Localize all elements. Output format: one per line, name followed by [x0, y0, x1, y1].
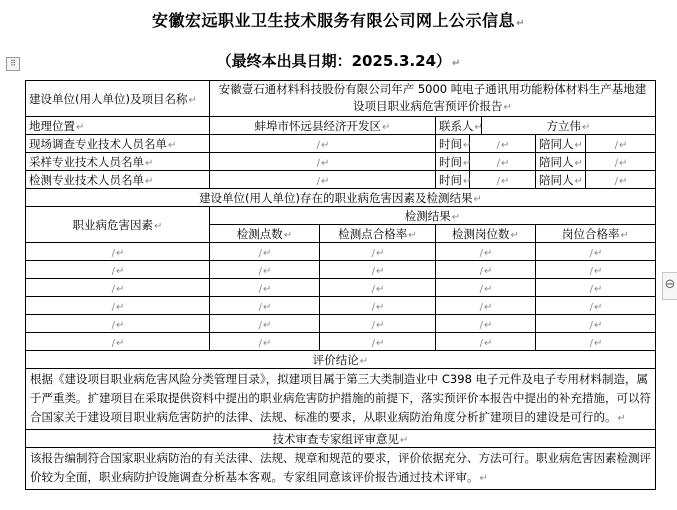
review-row [26, 448, 656, 490]
hazard-cell: /↵ [320, 279, 436, 297]
col-header: 检测点数↵ [210, 225, 320, 243]
staff-label: 采样专业技术人员名单↵ [26, 153, 210, 171]
hazard-cell: /↵ [536, 279, 656, 297]
staff-label: 检测专业技术人员名单↵ [26, 171, 210, 189]
conclusion-row [26, 369, 656, 430]
hazard-cell: /↵ [436, 315, 536, 333]
hazard-cell: /↵ [210, 315, 320, 333]
escort-label: 陪同人↵ [536, 135, 586, 153]
review-header [26, 430, 656, 448]
escort-value: /↵ [586, 171, 656, 189]
conclusion-header [26, 351, 656, 369]
hazard-cell: /↵ [536, 261, 656, 279]
collapse-side-button[interactable]: ⊖ [662, 272, 677, 300]
time-label: 时间↵ [436, 171, 470, 189]
hazard-cell: /↵ [210, 261, 320, 279]
issue-date: （最终本出具日期：2025.3.24）↵ [216, 52, 461, 70]
hazard-cell: /↵ [436, 279, 536, 297]
col-header: 岗位合格率↵ [536, 225, 656, 243]
staff-row-survey [26, 135, 656, 153]
col-header: 检测岗位数↵ [436, 225, 536, 243]
hazard-cell: /↵ [26, 243, 210, 261]
conclusion-text: 根据《建设项目职业病危害风险分类管理目录》，拟建项目属于第三大类制造业中 C398 电子元件及电子专用材料制造，属于严重类。扩建项目在采取提供资料中提出的职业病危害防护措施的前提下，落实预评价本报告中提出的补充措施，可以符合国家关于建设项目职业病危害防护的法律、法规、标准的要求，从职业病防治角度分析扩建项目的建设是可行的。↵ [26, 369, 656, 430]
staff-names: /↵ [210, 153, 436, 171]
hazard-cell: /↵ [320, 315, 436, 333]
disclosure-table [25, 80, 656, 490]
hazard-head-row-1 [26, 207, 656, 225]
location-value: 蚌埠市怀远县经济开发区↵ [210, 117, 436, 135]
hazard-section-header [26, 189, 656, 207]
staff-row-sampling [26, 153, 656, 171]
hazard-cell: /↵ [210, 243, 320, 261]
hazard-cell: /↵ [436, 261, 536, 279]
hazard-cell: /↵ [536, 333, 656, 351]
escort-label: 陪同人↵ [536, 153, 586, 171]
hazard-cell: /↵ [436, 333, 536, 351]
review-title: 技术审查专家组评审意见↵ [26, 430, 656, 448]
table-move-handle-icon[interactable]: ⠿ [6, 57, 20, 71]
hazard-cell: /↵ [320, 297, 436, 315]
time-label: 时间↵ [436, 135, 470, 153]
location-row [26, 117, 656, 135]
hazard-cell: /↵ [210, 279, 320, 297]
hazard-cell: /↵ [320, 243, 436, 261]
hazard-cell: /↵ [320, 333, 436, 351]
hazard-row [26, 243, 656, 261]
hazard-row [26, 261, 656, 279]
escort-value: /↵ [586, 135, 656, 153]
staff-label: 现场调查专业技术人员名单↵ [26, 135, 210, 153]
staff-names: /↵ [210, 171, 436, 189]
review-text: 该报告编制符合国家职业病防治的有关法律、法规、规章和规范的要求，评价依据充分、方法可行。职业病危害因素检测评价较为全面，职业病防护设施调查分析基本客观。专家组同意该评价报告通过技术评审。↵ [26, 448, 656, 490]
hazard-cell: /↵ [26, 315, 210, 333]
hazard-row [26, 297, 656, 315]
time-value: /↵ [470, 153, 536, 171]
col-header: 检测点合格率↵ [320, 225, 436, 243]
hazard-cell: /↵ [320, 261, 436, 279]
hazard-cell: /↵ [436, 243, 536, 261]
unit-value: 安徽壹石通材料科技股份有限公司年产 5000 吨电子通讯用功能粉体材料生产基地建设项目职业病危害预评价报告↵ [210, 81, 656, 117]
hazard-cell: /↵ [26, 261, 210, 279]
hazard-cell: /↵ [26, 279, 210, 297]
escort-label: 陪同人↵ [536, 171, 586, 189]
time-label: 时间↵ [436, 153, 470, 171]
contact-value: 方立伟↵ [482, 117, 656, 135]
staff-row-testing [26, 171, 656, 189]
time-value: /↵ [470, 171, 536, 189]
escort-value: /↵ [586, 153, 656, 171]
hazard-cell: /↵ [26, 333, 210, 351]
unit-label: 建设单位(用人单位)及项目名称↵ [26, 81, 210, 117]
hazard-cell: /↵ [536, 315, 656, 333]
hazard-section-title: 建设单位(用人单位)存在的职业病危害因素及检测结果↵ [26, 189, 656, 207]
hazard-row [26, 315, 656, 333]
page-title: 安徽宏远职业卫生技术服务有限公司网上公示信息↵ [152, 11, 525, 30]
hazard-row [26, 279, 656, 297]
hazard-cell: /↵ [210, 333, 320, 351]
hazard-cell: /↵ [210, 297, 320, 315]
location-label: 地理位置↵ [26, 117, 210, 135]
hazard-cell: /↵ [536, 297, 656, 315]
hazard-cell: /↵ [536, 243, 656, 261]
hazard-cell: /↵ [436, 297, 536, 315]
contact-label: 联系人↵ [436, 117, 482, 135]
hazard-row [26, 333, 656, 351]
unit-row [26, 81, 656, 117]
factor-header: 职业病危害因素↵ [26, 207, 210, 243]
result-header: 检测结果↵ [210, 207, 656, 225]
staff-names: /↵ [210, 135, 436, 153]
conclusion-title: 评价结论↵ [26, 351, 656, 369]
hazard-cell: /↵ [26, 297, 210, 315]
time-value: /↵ [470, 135, 536, 153]
